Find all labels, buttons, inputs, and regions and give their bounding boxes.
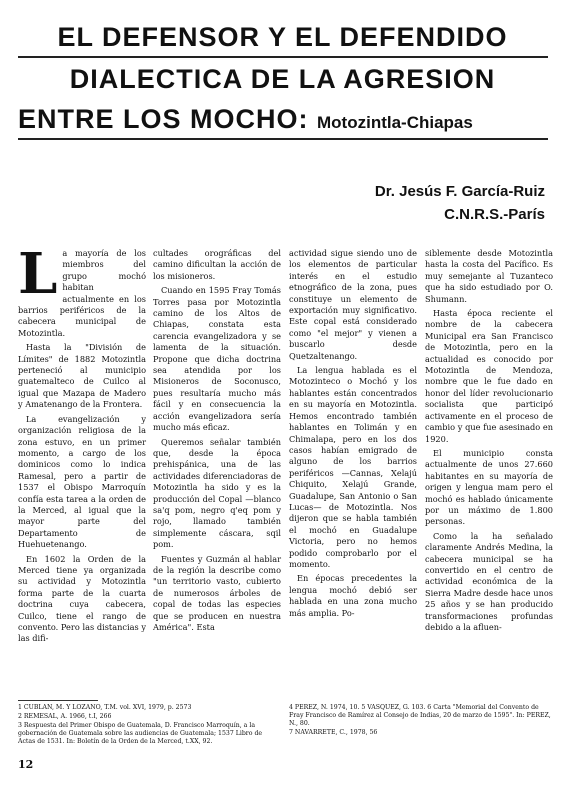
- title-line-1: EL DEFENSOR Y EL DEFENDIDO: [57, 22, 508, 52]
- footnote: 7 NAVARRETE, C., 1978, 56: [289, 729, 378, 736]
- footnote: 2 REMESAL, A. 1966, t.I, 266: [18, 713, 112, 720]
- footnote: 4 PEREZ, N. 1974, 10. 5 VASQUEZ, G. 103. 6 Carta "Memorial del Convento de Fray Francisco de Ramírez al Consejo de Indias, 20 de marzo de 1595". In: PEREZ, N., 80.: [289, 704, 551, 727]
- paragraph: En 1602 la Orden de la Merced tiene ya organizada su actividad y Motozintla forma parte de la cuarta doctrina cuya cabecera, Cuilco, tiene el rango de convento. Pero las distancias y las difi-: [18, 553, 146, 644]
- title-line-3-main: ENTRE LOS MOCHO:: [18, 104, 309, 134]
- paragraph: Fuentes y Guzmán al hablar de la región la describe como "un territorio vasto, cubierto de numerosos árboles de copal de todas las especies que se producen en nuestra América". Esta: [153, 553, 281, 632]
- paragraph: cultades orográficas del camino dificultan la acción de los misioneros.: [153, 248, 281, 281]
- body-column-4: [425, 248, 553, 636]
- paragraph: Hasta la "División de Límites" de 1882 Motozintla perteneció al municipio guatemalteco de Cuilco al igual que Mazapa de Madero y Amatenango de la Frontera.: [18, 342, 146, 410]
- footnotes-left: [18, 704, 280, 747]
- body-column-3: [289, 248, 417, 622]
- paragraph: a mayoría de los miembros del grupo mochó habitan actualmente en los barrios periféricos de la cabecera municipal de Motozintla.: [18, 248, 146, 338]
- paragraph: Cuando en 1595 Fray Tomás Torres pasa por Motozintla camino de los Altos de Chiapas, constata esta carencia evangelizadora y se lamenta de la situación. Propone que dicha doctrina sea atendida por los Misioneros de Soconusco, pues resultaría mucho más fácil y en consecuencia la acción evangelizadora sería mucho más eficaz.: [153, 285, 281, 433]
- paragraph: La evangelización y organización religiosa de la zona estuvo, en un primer momento, a cargo de los dominicos como lo indica Ramesal, pero a partir de 1537 el Obispo Marroquín confía esta tarea a la orden de la Merced, al igual que la mayor parte del Departamento de Huehuetenango.: [18, 413, 146, 550]
- author-name: Dr. Jesús F. García-Ruiz: [374, 183, 545, 200]
- body-column-1: [18, 241, 146, 648]
- drop-cap: L: [18, 241, 58, 307]
- footnote: 1 CUBLAN, M. Y LOZANO, T.M. vol. XVI, 1979, p. 2573: [18, 704, 192, 711]
- body-column-2: [153, 248, 281, 636]
- author-block: [375, 180, 545, 226]
- paragraph: En épocas precedentes la lengua mochó debió ser hablada en una zona mucho más amplia. Po-: [289, 573, 417, 618]
- paragraph: Hasta época reciente el nombre de la cabecera Municipal era San Francisco de Motozintla, pero en la actualidad es conocido por Motozintla de Mendoza, nombre que le fue dado en honor del líder revolucionario socialista que participó activamente en el proceso de cambio y que fue asesinado en 1920.: [425, 308, 553, 444]
- footnote-rule: [18, 700, 98, 701]
- title-rule-top: [18, 56, 548, 58]
- paragraph: El municipio consta actualmente de unos 27.660 habitantes en su mayoría de origen y lengua mam pero el mochó es hablado únicamente por un máximo de 1.800 personas.: [425, 447, 553, 527]
- paragraph: La lengua hablada es el Motozinteco o Mochó y los hablantes están concentrados en su mayoría en Motozintla. Hemos encontrado también hablantes en Tolimán y en Chimalapa, pero en los dos casos habían emigrado de alguno de los barrios periféricos —Cannas, Xelajú Chiquito, Xelajú Grande, Guadalupe, San Antonio o San Lucas— de Motozintla. Nos dijeron que se habla también el mochó en Guadalupe Victoria, pero no hemos podido comprobarlo por el momento.: [289, 365, 417, 569]
- title-line-2: DIALECTICA DE LA AGRESION: [69, 64, 496, 94]
- footnotes-right: [289, 704, 551, 738]
- title-rule-bottom: [18, 138, 548, 140]
- paragraph: Como la ha señalado claramente Andrés Medina, la cabecera municipal se ha convertido en el centro de actividad económica de la Sierra Madre desde hace unos 25 años y se han producido transformaciones profundas debido a la afluen-: [425, 530, 553, 632]
- title-place: Motozintla-Chiapas: [317, 113, 473, 132]
- footnote: 3 Respuesta del Primer Obispo de Guatemala, D. Francisco Marroquín, a la gobernación de Guatemala sobre las audiencias de Guatemala; 1537 Libro de Actas de 1531. In: Boletín de la Orden de la Merced, t.XX, 92.: [18, 722, 263, 745]
- paragraph: siblemente desde Motozintla hasta la costa del Pacífico. Es muy semejante al Tuzanteco que ha sido estudiado por O. Shumann.: [425, 248, 553, 304]
- paragraph: Queremos señalar también que, desde la época prehispánica, una de las actividades diferenciadoras de Motozintla ha sido y es la producción del Copal —blanco sa'q pom, negro q'eq pom y rojo, llamado también simplemente cáscara, sqil pom.: [153, 436, 281, 550]
- page-number: 12: [18, 758, 34, 771]
- paragraph: actividad sigue siendo uno de los elementos de particular interés en el estudio etnográfico de la zona, pues constituye un elemento de exportación muy significativo. Este copal está considerado como "el mejor" y vienen a buscarlo desde Quetzaltenango.: [289, 248, 417, 361]
- author-affiliation: C.N.R.S.-París: [444, 206, 545, 223]
- title-line-3: [18, 104, 565, 135]
